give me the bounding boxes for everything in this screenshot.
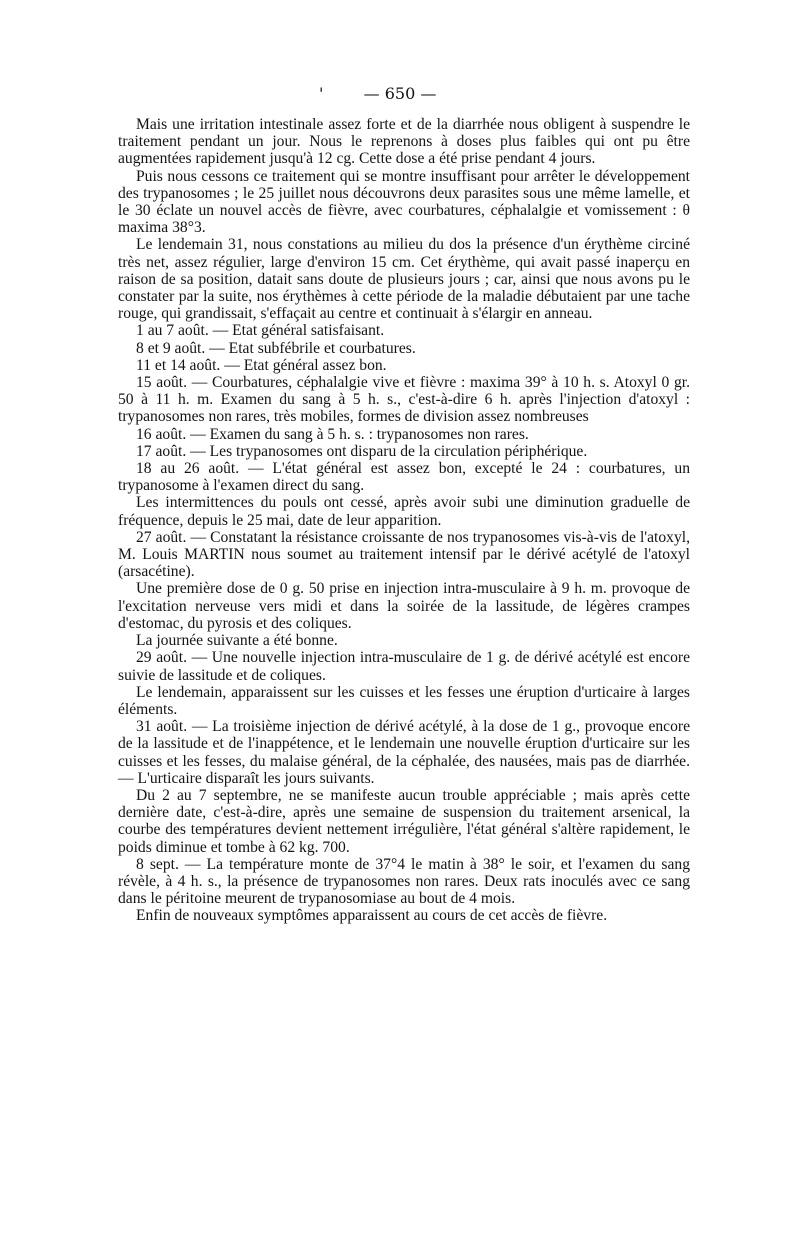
paragraph: 17 août. — Les trypanosomes ont disparu de la circulation périphérique.	[136, 442, 588, 460]
page-mark: '	[319, 84, 324, 103]
paragraph: 11 et 14 août. — Etat général assez bon.	[136, 356, 387, 374]
paragraph: 15 août. — Courbatures, céphalalgie vive et fièvre : maxima 39° à 10 h. s. Atoxyl 0 gr. 50 à 11 h. m. Examen du sang à 5 h. s., c'est-à-dire 6 h. après l'injection d'atoxyl : trypanosomes non rares, très mobiles, formes de division assez nombreuses	[118, 374, 690, 426]
paragraph: Les intermittences du pouls ont cessé, après avoir subi une diminution graduelle de fréquence, depuis le 25 mai, date de leur apparition.	[118, 494, 690, 529]
paragraph: 8 et 9 août. — Etat subfébrile et courbatures.	[136, 339, 416, 357]
paragraph: 18 au 26 août. — L'état général est assez bon, excepté le 24 : courbatures, un trypanosome à l'examen direct du sang.	[118, 460, 690, 495]
paragraph: 8 sept. — La température monte de 37°4 le matin à 38° le soir, et l'examen du sang révèle, à 4 h. s., la présence de trypanosomes non rares. Deux rats inoculés avec ce sang dans le péritoine meurent de trypanosomiase au bout de 4 mois.	[118, 855, 690, 908]
paragraph: Une première dose de 0 g. 50 prise en injection intra-musculaire à 9 h. m. provoque de l'excitation nerveuse vers midi et dans la soirée de la lassitude, de légères crampes d'estomac, du pyrosis et des coliques.	[118, 580, 690, 632]
paragraph: 1 au 7 août. — Etat général satisfaisant.	[136, 322, 385, 340]
paragraph: Le lendemain, apparaissent sur les cuisses et les fesses une éruption d'urticaire à larges éléments.	[118, 683, 690, 718]
page-number-text: — 650 —	[363, 84, 437, 103]
paragraph: 16 août. — Examen du sang à 5 h. s. : trypanosomes non rares.	[136, 425, 529, 443]
page-number	[0, 84, 800, 103]
paragraph: 27 août. — Constatant la résistance croissante de nos trypanosomes vis-à-vis de l'atoxyl, M. Louis MARTIN nous soumet au traitement intensif par le dérivé acétylé de l'atoxyl (arsacétine).	[118, 528, 690, 581]
paragraph: Enfin de nouveaux symptômes apparaissent au cours de cet accès de fièvre.	[136, 907, 608, 925]
paragraph: Puis nous cessons ce traitement qui se montre insuffisant pour arrêter le développement des trypanosomes ; le 25 juillet nous découvrons deux parasites sous une même lamelle, et le 30 éclate un nouvel accès de fièvre, avec courbatures, céphalalgie et vomissement : θ maxima 38°3.	[118, 167, 690, 237]
paragraph: Le lendemain 31, nous constations au milieu du dos la présence d'un érythème circiné très net, assez régulier, large d'environ 15 cm. Cet érythème, qui avait passé inaperçu en raison de sa position, datait sans doute de plusieurs jours ; car, ainsi que nous avons pu le constater par la suite, nos érythèmes à cette période de la maladie débutaient par une tache rouge, qui grandissait, s'effaçait au centre et continuait à s'élargir en anneau.	[118, 236, 690, 323]
body-text	[118, 116, 690, 925]
paragraph: Du 2 au 7 septembre, ne se manifeste aucun trouble appréciable ; mais après cette dernière date, c'est-à-dire, après une semaine de suspension du traitement arsenical, la courbe des températures devient nettement irrégulière, l'état général s'altère rapidement, le poids diminue et tombe à 62 kg. 700.	[118, 786, 690, 856]
paragraph: La journée suivante a été bonne.	[136, 632, 338, 650]
paragraph: 31 août. — La troisième injection de dérivé acétylé, à la dose de 1 g., provoque encore de la lassitude et de l'inappétence, et le lendemain une nouvelle éruption d'urticaire sur les cuisses et les fesses, du malaise général, de la céphalée, des nausées, mais pas de diarrhée. — L'urticaire disparaît les jours suivants.	[118, 718, 690, 787]
paragraph: Mais une irritation intestinale assez forte et de la diarrhée nous obligent à suspendre le traitement pendant un jour. Nous le reprenons à doses plus faibles qui ont pu être augmentées rapidement jusqu'à 12 cg. Cette dose a été prise pendant 4 jours.	[118, 116, 690, 168]
paragraph: 29 août. — Une nouvelle injection intra-musculaire de 1 g. de dérivé acétylé est encore suivie de lassitude et de coliques.	[118, 649, 690, 684]
